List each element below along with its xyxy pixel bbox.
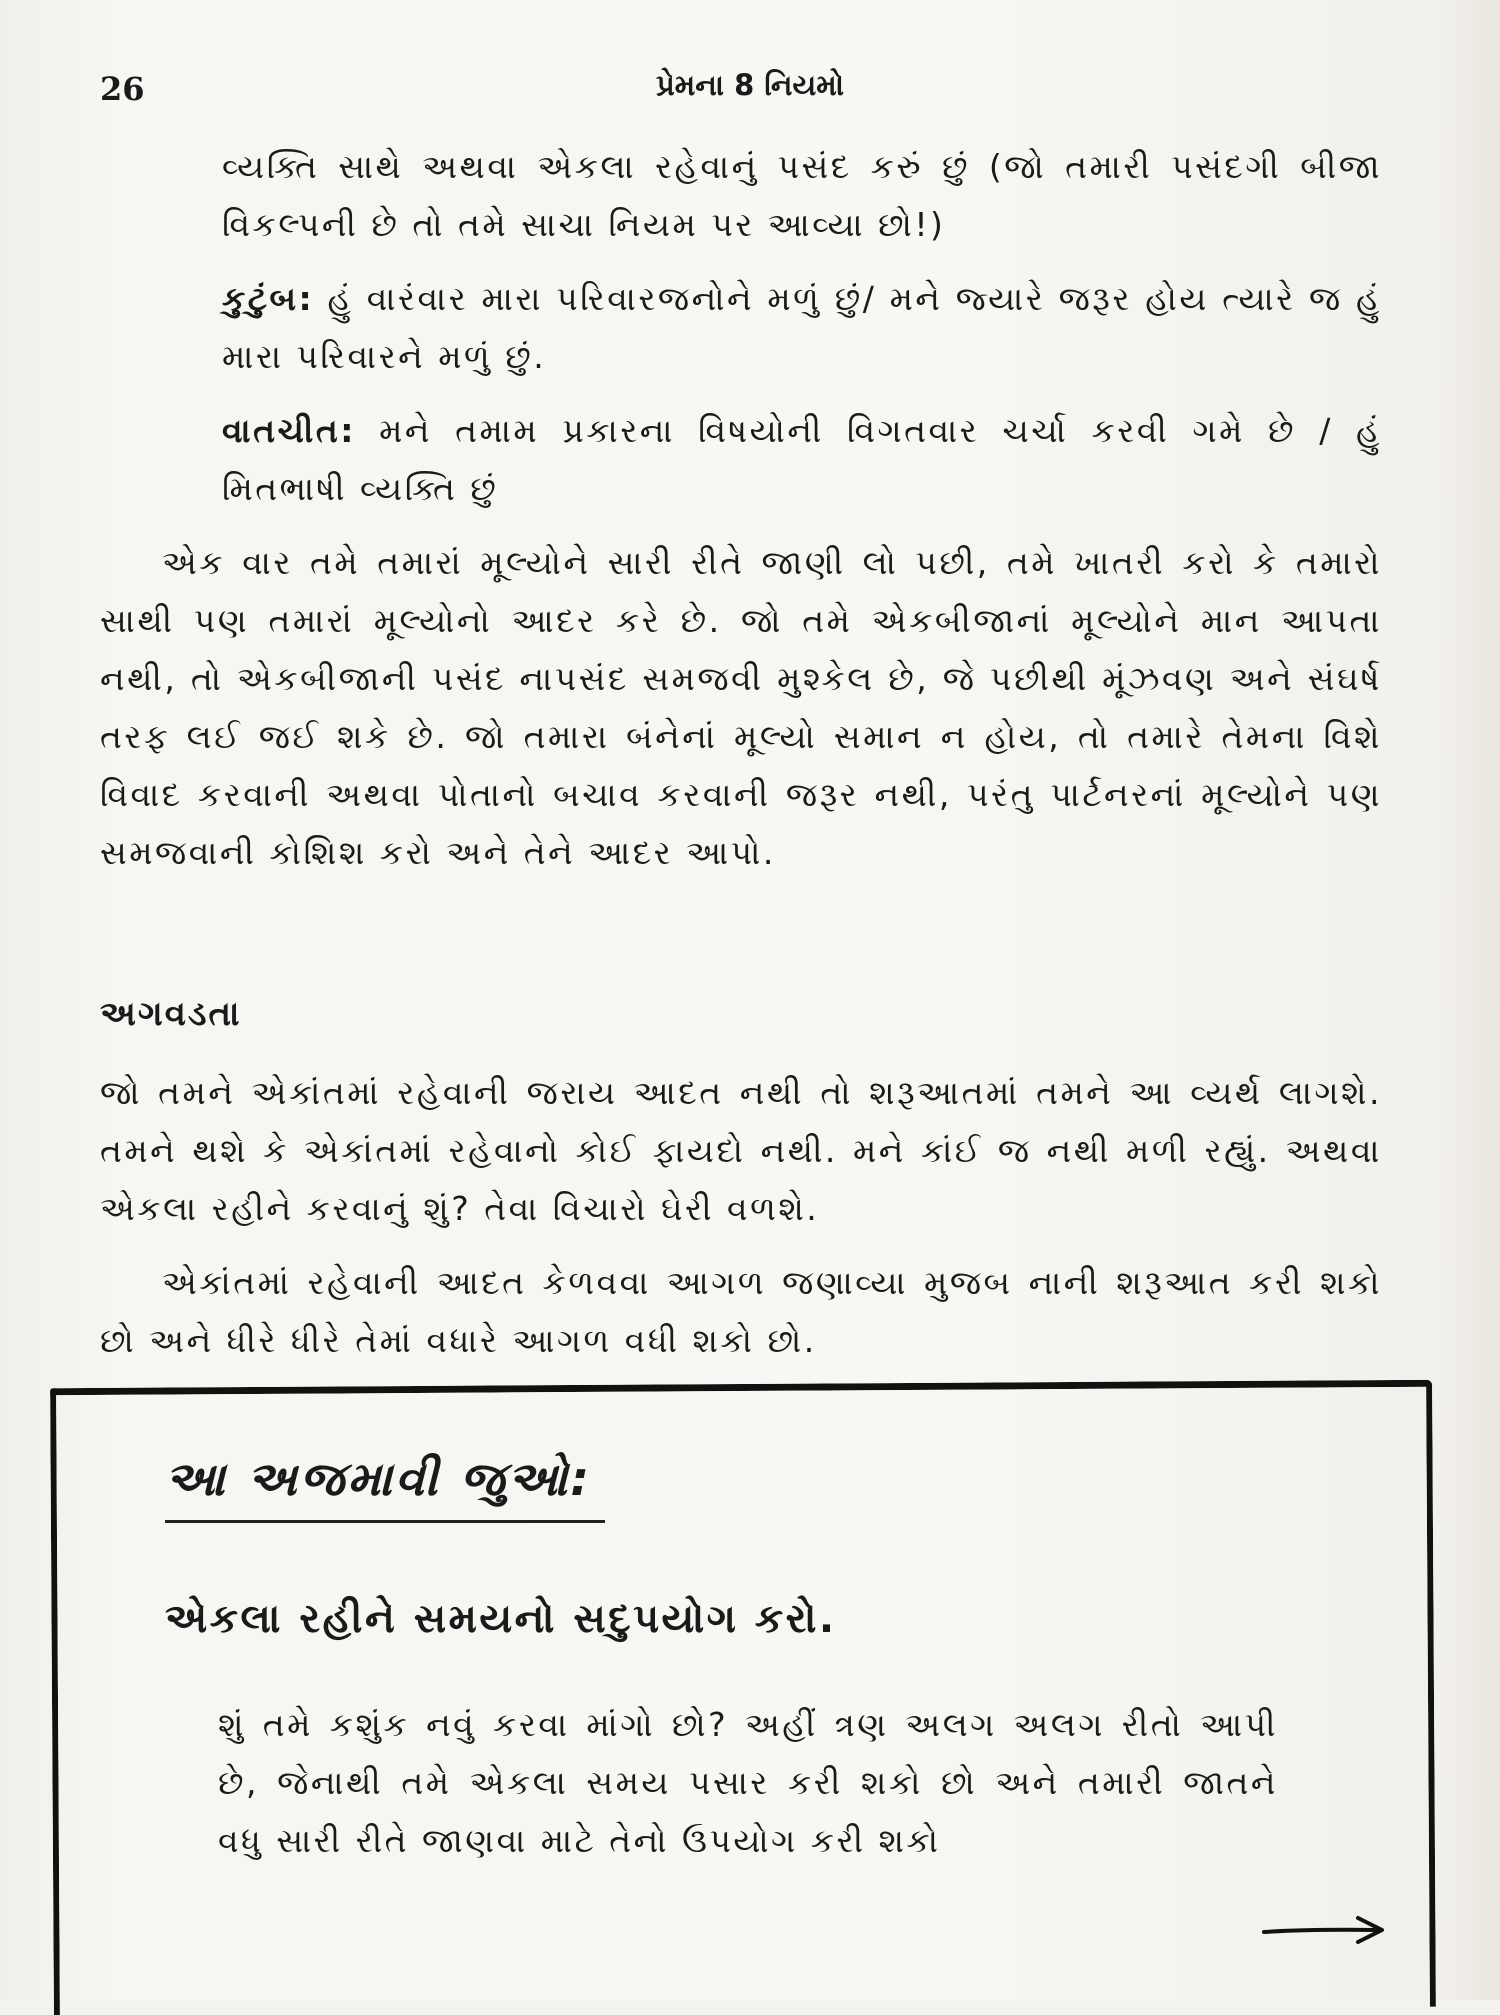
try-box-body: શું તમે કશુંક નવું કરવા માંગો છો? અહીં ત્રણ અલગ અલગ રીતો આપી છે, જેનાથી તમે એકલા સમય પસાર કરી શકો છો અને તમારી જાતને વધુ સારી રીતે જાણવા માટે તેનો ઉપયોગ કરી શકો: [218, 1705, 1278, 1860]
intro-continuation-paragraph: વ્યક્તિ સાથે અથવા એકલા રહેવાનું પસંદ કરું છું (જો તમારી પસંદગી બીજા વિકલ્પની છે તો તમે સાચા નિયમ પર આવ્યા છો!): [222, 147, 1382, 244]
option-family: [222, 270, 1382, 386]
page-number: 26: [100, 70, 145, 108]
option-text: હું વારંવાર મારા પરિવારજનોને મળું છું/ મને જ્યારે જરૂર હોય ત્યારે જ હું મારા પરિવારને મળું છું.: [222, 279, 1382, 376]
section-heading: અગવડતા: [100, 994, 242, 1034]
option-label: વાતચીત:: [222, 411, 356, 450]
discomfort-paragraph: જો તમને એકાંતમાં રહેવાની જરાય આદત નથી તો શરૂઆતમાં તમને આ વ્યર્થ લાગશે. તમને થશે કે એકાંતમાં રહેવાનો કોઈ ફાયદો નથી. મને કાંઈ જ નથી મળી રહ્યું. અથવા એકલા રહીને કરવાનું શું? તેવા વિચારો ઘેરી વળશે.: [100, 1073, 1382, 1228]
running-title: પ્રેમના 8 નિયમો: [655, 68, 844, 102]
try-box-title: આ અજમાવી જુઓ:: [165, 1452, 593, 1507]
option-conversation: [222, 402, 1382, 518]
title-underline: [165, 1520, 605, 1523]
option-label: કુટુંબ:: [222, 279, 315, 318]
arrow-right-icon: [1260, 1910, 1390, 1954]
try-box-subtitle: એકલા રહીને સમયનો સદુપયોગ કરો.: [165, 1596, 837, 1642]
option-text: મને તમામ પ્રકારના વિષયોની વિગતવાર ચર્ચા કરવી ગમે છે / હું મિતભાષી વ્યક્તિ છું: [222, 411, 1382, 508]
values-paragraph: એક વાર તમે તમારાં મૂલ્યોને સારી રીતે જાણી લો પછી, તમે ખાતરી કરો કે તમારો સાથી પણ તમારાં મૂલ્યોનો આદર કરે છે. જો તમે એકબીજાનાં મૂલ્યોને માન આપતા નથી, તો એકબીજાની પસંદ નાપસંદ સમજવી મુશ્કેલ છે, જે પછીથી મૂંઝવણ અને સંઘર્ષ તરફ લઈ જઈ શકે છે. જો તમારા બંનેનાં મૂલ્યો સમાન ન હોય, તો તમારે તેમના વિશે વિવાદ કરવાની અથવા પોતાનો બચાવ કરવાની જરૂર નથી, પરંતુ પાર્ટનરનાં મૂલ્યોને પણ સમજવાની કોશિશ કરો અને તેને આદર આપો.: [100, 543, 1382, 872]
habit-paragraph: એકાંતમાં રહેવાની આદત કેળવવા આગળ જણાવ્યા મુજબ નાની શરૂઆત કરી શકો છો અને ધીરે ધીરે તેમાં વધારે આગળ વધી શકો છો.: [100, 1263, 1382, 1360]
